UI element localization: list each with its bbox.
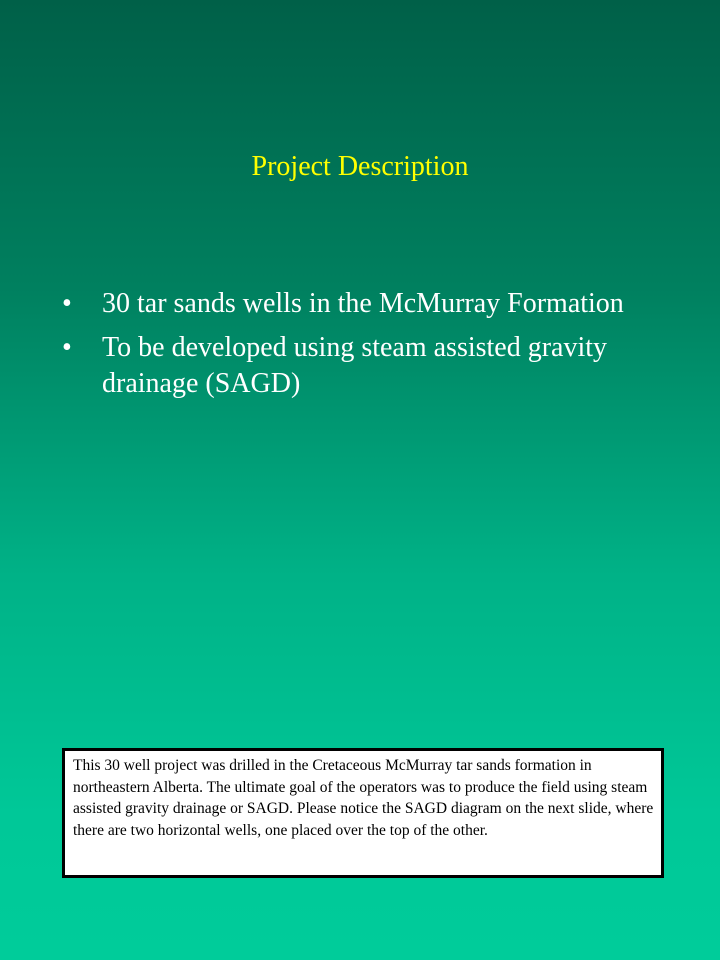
bullet-dot: • bbox=[62, 288, 72, 319]
speaker-note-box bbox=[62, 748, 664, 878]
bullet-item bbox=[62, 330, 672, 402]
bullet-text: 30 tar sands wells in the McMurray Formation bbox=[102, 288, 624, 319]
slide-title: Project Description bbox=[251, 151, 469, 182]
bullet-item bbox=[62, 286, 672, 322]
bullet-dot: • bbox=[62, 332, 72, 363]
bullet-text: To be developed using steam assisted gravity drainage (SAGD) bbox=[102, 332, 608, 399]
bullet-list bbox=[62, 286, 672, 410]
speaker-note-text: This 30 well project was drilled in the Cretaceous McMurray tar sands formation in northeastern Alberta. The ultimate goal of the operators was to produce the field using steam assisted gravity drainage or SAGD. Please notice the SAGD diagram on the next slide, where there are two horizontal wells, one placed over the top of the other. bbox=[73, 757, 654, 839]
